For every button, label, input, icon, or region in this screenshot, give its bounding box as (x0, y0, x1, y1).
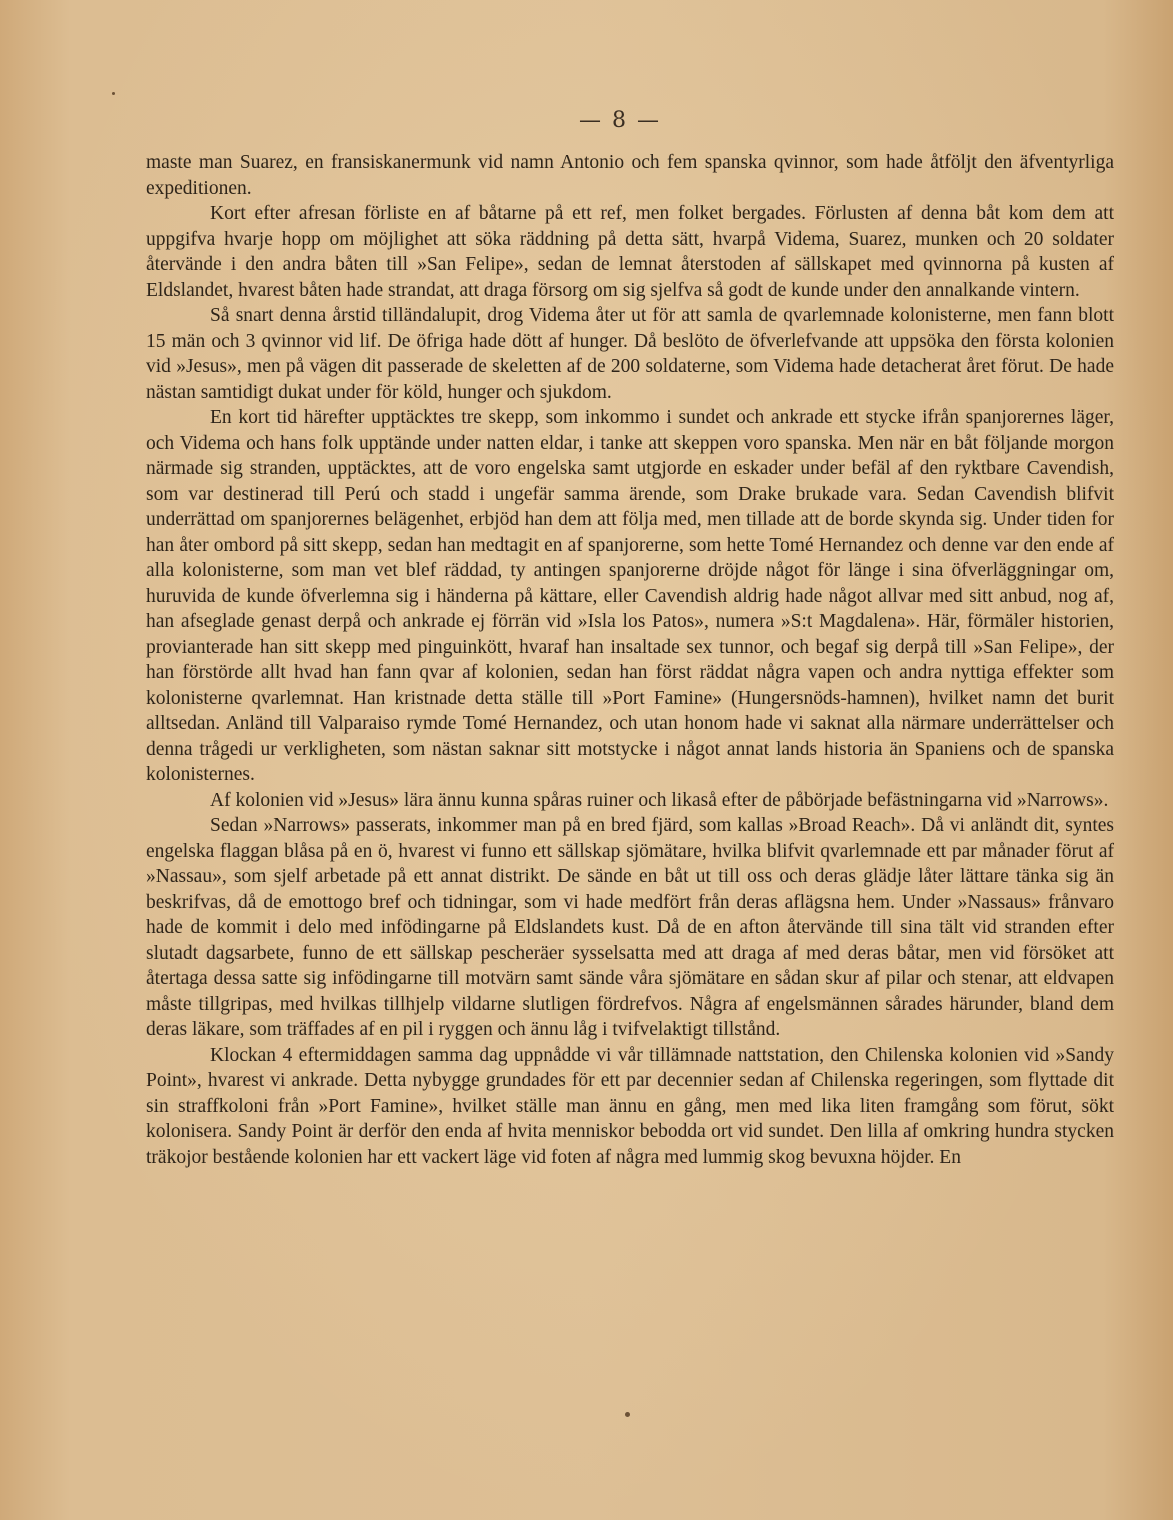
paragraph-5: Af kolonien vid »Jesus» lära ännu kunna spåras ruiner och likaså efter de påbörjade befästningarna vid »Narrows». (210, 789, 1109, 811)
body-text (146, 150, 1114, 1170)
paragraph-3: Så snart denna årstid tilländalupit, drog Videma åter ut för att samla de qvarlemnade kolonisterne, men fann blott 15 män och 3 qvinnor vid lif. De öfriga hade dött af hunger. Då beslöto de öfverlefvande att uppsöka den första kolonien vid »Jesus», men på vägen dit passerade de skeletten af de 200 soldaterne, som Videma hade detacherat året förut. De hade nästan samtidigt dukat under för köld, hunger och sjukdom. (146, 305, 1114, 403)
paper-speck (112, 92, 115, 95)
paragraph-2: Kort efter afresan förliste en af båtarne på ett ref, men folket bergades. Förlusten af denna båt kom dem att uppgifva hvarje hopp om möjlighet att söka räddning på detta sätt, hvarpå Videma, Suarez, munken och 20 soldater återvände i den andra båten till »San Felipe», sedan de lemnat återstoden af sällskapet med qvinnorna på kusten af Eldslandet, hvarest båten hade strandat, att draga försorg om sig sjelfva så godt de kunde under den annalkande vintern. (146, 203, 1114, 301)
paragraph-7: Klockan 4 eftermiddagen samma dag uppnådde vi vår tillämnade nattstation, den Chilenska kolonien vid »Sandy Point», hvarest vi ankrade. Detta nybygge grundades för ett par decennier sedan af Chilenska regeringen, som flyttade dit sin straffkoloni från »Port Famine», hvilket ställe man ännu en gång, men med lika liten framgång som förut, sökt kolonisera. Sandy Point är derför den enda af hvita menniskor bebodda ort vid sundet. Den lilla af omkring hundra stycken träkojor bestående kolonien har ett vackert läge vid foten af några med lummig skog bevuxna höjder. En (146, 1044, 1114, 1168)
paragraph-1: maste man Suarez, en fransiskanermunk vid namn Antonio och fem spanska qvinnor, som hade åtföljt den äfventyrliga expeditionen. (146, 152, 1114, 199)
paper-speck (625, 1412, 630, 1417)
paragraph-4: En kort tid härefter upptäcktes tre skepp, som inkommo i sundet och ankrade ett stycke ifrån spanjorernes läger, och Videma och hans folk upptände under natten eldar, i tanke att skeppen voro spanska. Men när en båt följande morgon närmade sig stranden, upptäcktes, att de voro engelska samt utgjorde en eskader under befäl af den ryktbare Cavendish, som var destinerad till Perú och stadd i ungefär samma ärende, som Drake brukade vara. Sedan Cavendish blifvit underrättad om spanjorernes belägenhet, erbjöd han dem att följa med, men tillade att de borde skynda sig. Under tiden for han åter ombord på sitt skepp, sedan han medtagit en af spanjorerne, som hette Tomé Hernandez och denne var den ende af alla kolonisterne, som man vet blef räddad, ty antingen spanjorerne dröjde något för länge i sina öfverläggningar om, huruvida de kunde öfverlemna sig i händerna på kättare, eller Cavendish aldrig hade något allvar med sitt anbud, nog af, han afseglade genast derpå och ankrade ej förrän vid »Isla los Patos», numera »S:t Magdalena». Här, förmäler historien, provianterade han sitt skepp med pinguinkött, hvaraf han insaltade sex tunnor, och begaf sig derpå till »San Felipe», der han förstörde allt hvad han fann qvar af kolonien, sedan han först räddat några vapen och andra nyttiga effekter som kolonisterne qvarlemnat. Han kristnade detta ställe till »Port Famine» (Hungersnöds-hamnen), hvilket namn det burit alltsedan. Anländ till Valparaiso rymde Tomé Hernandez, och utan honom hade vi saknat alla närmare underrättelser och denna trågedi ur verkligheten, som nästan saknar sitt motstycke i något annat lands historia än Spaniens och de spanska kolonisternes. (146, 407, 1114, 785)
page-number: — 8 — (579, 108, 661, 133)
paragraph-6: Sedan »Narrows» passerats, inkommer man på en bred fjärd, som kallas »Broad Reach». Då vi anländt dit, syntes engelska flaggan blåsa på en ö, hvarest vi funno ett sällskap sjömätare, hvilka blifvit qvarlemnade ett par månader förut af »Nassau», som sjelf arbetade på ett annat distrikt. De sände en båt ut till oss och deras glädje låter lättare tänka sig än beskrifvas, då de emottogo bref och tidningar, som vi hade medfört från deras aflägsna hem. Under »Nassaus» frånvaro hade de kommit i delo med infödingarne på Eldslandets kust. Då de en afton återvände till sina tält vid stranden efter slutadt dagsarbete, funno de ett sällskap pescheräer sysselsatta med att draga af med deras båtar, men vid försöket att återtaga dessa satte sig infödingarne till motvärn samt sände våra sjömätare en sådan skur af pilar och stenar, att eldvapen måste tillgripas, med hvilkas tillhjelp vildarne slutligen fördrefvos. Några af engelsmännen sårades härunder, bland dem deras läkare, som träffades af en pil i ryggen och ännu låg i tvifvelaktigt tillstånd. (146, 815, 1114, 1040)
